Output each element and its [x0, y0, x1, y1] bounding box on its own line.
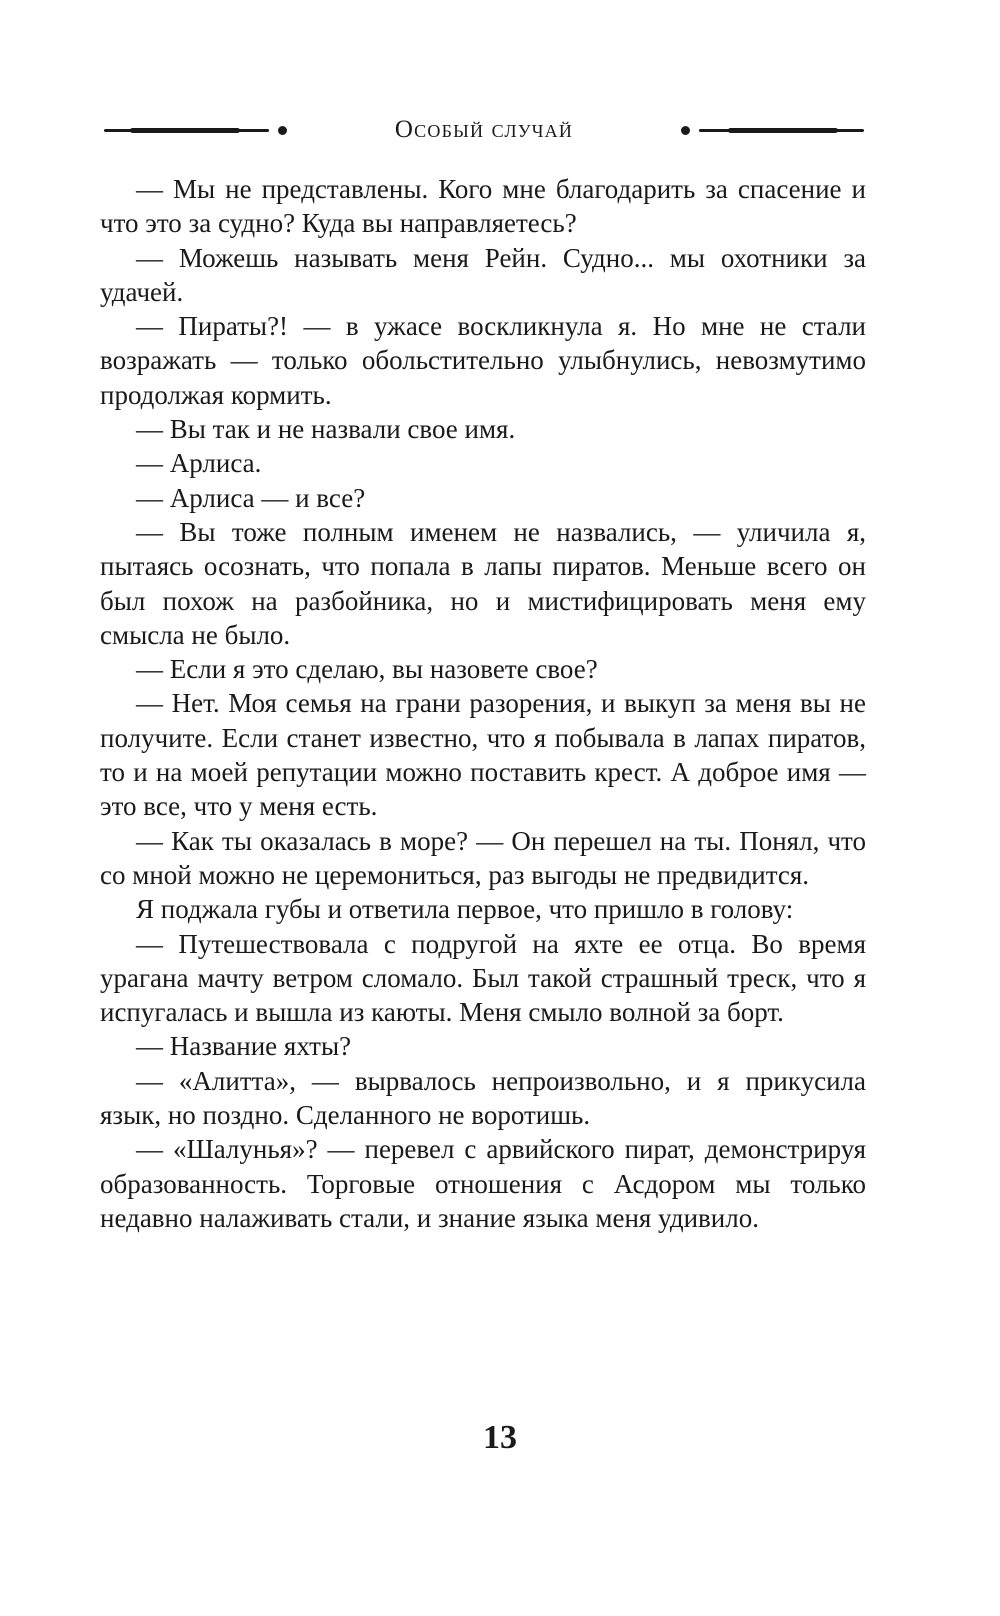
paragraph: — «Алитта», — вырвалось непроизвольно, и я прикусила язык, но поздно. Сделанного не воротишь. — [100, 1065, 866, 1131]
body-text — [100, 172, 866, 1235]
paragraph: — Пираты?! — в ужасе воскликнула я. Но мне не стали возражать — только обольстительно улыбнулись, невозмутимо продолжая кормить. — [100, 311, 866, 410]
paragraph: — Вы так и не назвали свое имя. — [136, 414, 516, 445]
paragraph: — Если я это сделаю, вы назовете свое? — [136, 654, 598, 685]
running-header-title: Особый случай — [394, 116, 574, 143]
paragraph: — Путешествовала с подругой на яхте ее отца. Во время урагана мачту ветром сломало. Был такой страшный треск, что я испугалась и вышла из каюты. Меня смыло волной за борт. — [100, 928, 866, 1028]
running-header — [100, 112, 868, 148]
header-rule-right-accent — [728, 128, 838, 133]
paragraph: — Арлиса — и все? — [136, 482, 366, 513]
paragraph: — Название яхты? — [136, 1031, 352, 1062]
page-number: 13 — [483, 1419, 517, 1456]
paragraph: — Вы тоже полным именем не назвались, — уличила я, пытаясь осознать, что попала в лапы пиратов. Меньше всего он был похож на разбойника, но и мистифицировать меня ему смысла не было. — [100, 516, 866, 650]
paragraph: — Можешь называть меня Рейн. Судно... мы охотники за удачей. — [100, 242, 866, 307]
paragraph: — «Шалунья»? — перевел с арвийского пират, демонстрируя образованность. Торговые отношения с Асдором мы только недавно налаживать стали, и знание языка меня удивило. — [100, 1134, 866, 1233]
paragraph: — Нет. Моя семья на грани разорения, и выкуп за меня вы не получите. Если станет известно, что я побывала в лапах пиратов, то и на моей репутации можно поставить крест. А доброе имя — это все, что у меня есть. — [100, 688, 866, 822]
paragraph: — Как ты оказалась в море? — Он перешел на ты. Понял, что со мной можно не церемониться, раз выгоды не предвидится. — [100, 825, 866, 890]
paragraph: — Арлиса. — [136, 448, 262, 479]
paragraph: — Мы не представлены. Кого мне благодарить за спасение и что это за судно? Куда вы направляетесь? — [100, 174, 866, 239]
paragraph: Я поджала губы и ответила первое, что пришло в голову: — [136, 894, 794, 925]
